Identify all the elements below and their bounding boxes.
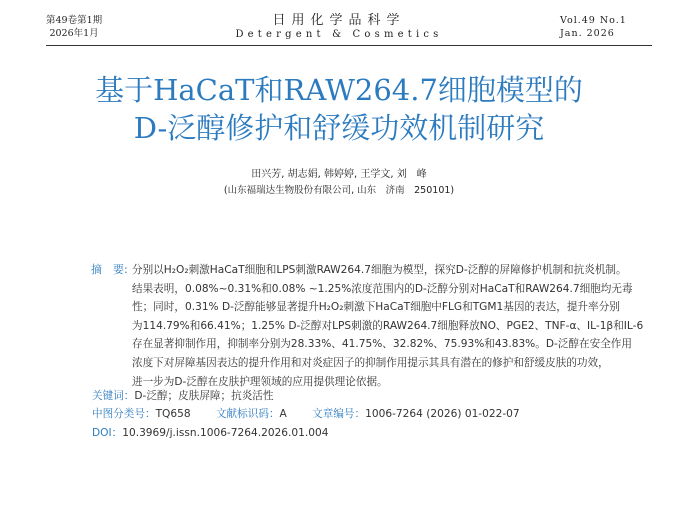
abstract-line: 性；同时，0.31% D-泛醇能够显著提升H₂O₂刺激下HaCaT细胞中FLG和TGM1基因的表达，提升率分别 bbox=[132, 301, 620, 314]
header-rule bbox=[46, 45, 652, 46]
title-line-2: D-泛醇修护和舒缓功效机制研究 bbox=[133, 111, 545, 145]
abstract-line: 为114.79%和66.41%；1.25% D-泛醇对LPS刺激的RAW264.7细胞释放NO、PGE2、TNF-α、IL-1β和IL-6 bbox=[132, 319, 644, 332]
journal-name-cn: 日用化学品科学 bbox=[272, 13, 406, 28]
abstract-line: 进一步为D-泛醇在皮肤护理领域的应用提供理论依据。 bbox=[132, 375, 388, 388]
doc-code-label: 文献标识码： bbox=[215, 408, 280, 420]
abstract-line: 存在显著抑制作用，抑制率分别为28.33%、41.75%、32.82%、75.93%和43.83%。D-泛醇在安全作用 bbox=[132, 338, 632, 351]
affiliation: (山东福瑞达生物股份有限公司, 山东 济南 250101) bbox=[223, 185, 455, 196]
abstract-line: 浓度下对屏障基因表达的提升作用和对炎症因子的抑制作用提示其具有潜在的修护和舒缓皮肤的功效， bbox=[132, 356, 609, 369]
clc-label: 中图分类号： bbox=[92, 408, 156, 420]
article-number-value: 1006-7264 (2026) 01-022-07 bbox=[365, 408, 520, 420]
article-number-label: 文章编号： bbox=[312, 408, 366, 420]
date-cn: 2026年1月 bbox=[49, 28, 99, 39]
abstract-line: 结果表明，0.08%~0.31%和0.08% ~1.25%浓度范围内的D-泛醇分别对HaCaT和RAW264.7细胞均无毒 bbox=[132, 282, 633, 295]
abstract-line: 分别以H₂O₂刺激HaCaT细胞和LPS刺激RAW264.7细胞为模型，探究D-泛醇的屏障修护机制和抗炎机制。 bbox=[132, 264, 627, 276]
keywords-value: D-泛醇；皮肤屏障；抗炎活性 bbox=[134, 390, 274, 402]
journal-name-en: Detergent & Cosmetics bbox=[235, 29, 443, 40]
doi bbox=[92, 425, 328, 440]
date-en: Jan. 2026 bbox=[560, 28, 615, 39]
abstract-text bbox=[132, 261, 644, 391]
doi-label: DOI： bbox=[92, 427, 123, 439]
title-line-1: 基于HaCaT和RAW264.7细胞模型的 bbox=[95, 73, 583, 107]
volume-en: Vol.49 No.1 bbox=[560, 15, 627, 26]
abstract-label: 摘 要: bbox=[91, 263, 128, 276]
keywords bbox=[92, 388, 273, 403]
journal-issue-en bbox=[560, 14, 627, 40]
doc-code-value: A bbox=[279, 408, 287, 420]
doi-value[interactable]: 10.3969/j.issn.1006-7264.2026.01.004 bbox=[122, 427, 329, 439]
clc-value: TQ658 bbox=[155, 408, 191, 420]
volume-cn: 第49卷第1期 bbox=[46, 15, 103, 26]
classification-row bbox=[92, 406, 520, 421]
keywords-label: 关键词： bbox=[92, 390, 135, 402]
authors: 田兴芳, 胡志娟, 韩婷婷, 王学文, 刘 峰 bbox=[251, 169, 427, 180]
